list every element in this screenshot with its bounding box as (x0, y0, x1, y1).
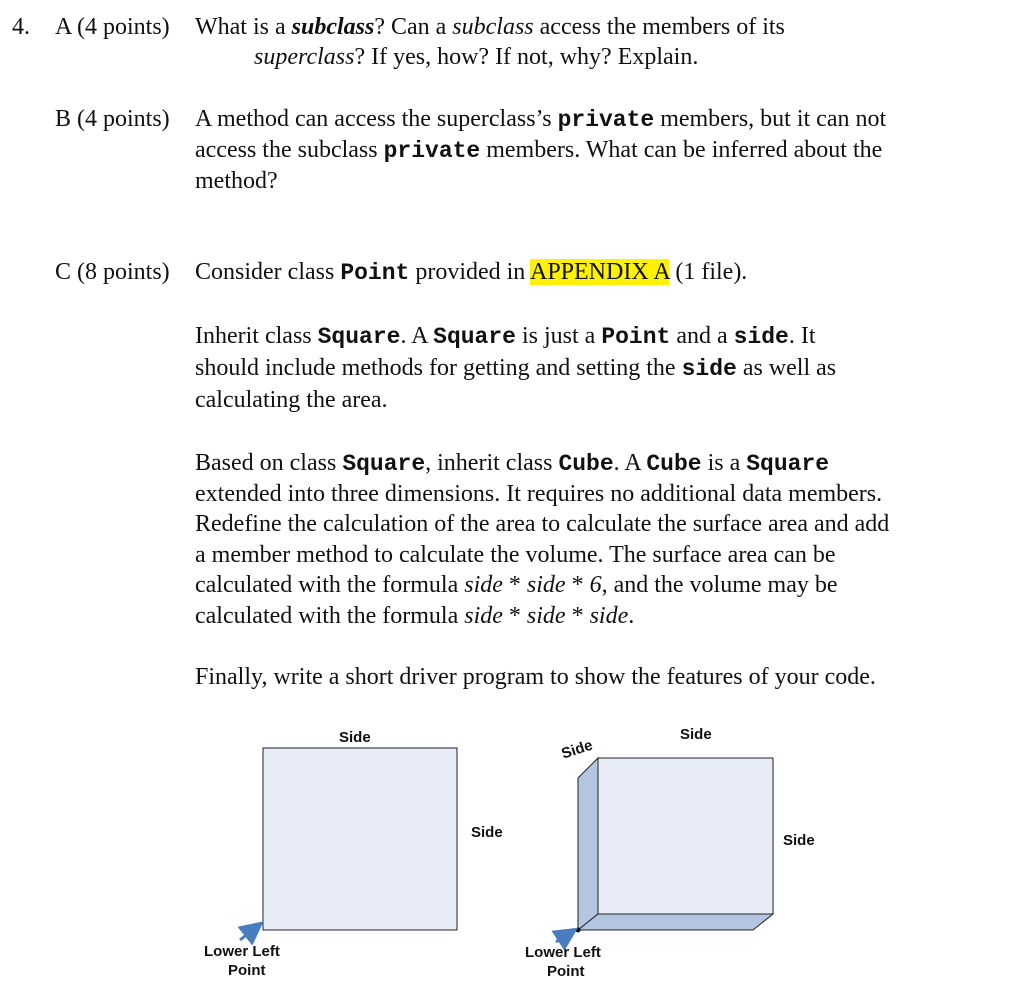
appendix-highlight: APPENDIX A (529, 259, 670, 285)
square-side-top-label: Side (339, 729, 371, 746)
cube-side-face (578, 758, 598, 930)
para-cube-line-2: extended into three dimensions. It requires no additional data members. (195, 481, 883, 507)
part-a-line-1: What is a subclass? Can a subclass access the members of its (195, 14, 785, 40)
para-cube-line-3: Redefine the calculation of the area to calculate the surface area and add (195, 511, 890, 537)
para-square-line-2: should include methods for getting and setting the side as well as (195, 355, 837, 382)
square-lower-left-arrow (240, 925, 259, 940)
cube-lower-left-dot (576, 928, 581, 933)
part-b-line-1: A method can access the superclass’s private members, but it can not (195, 106, 887, 133)
question-number: 4. (12, 14, 30, 40)
cube-lower-left-label: Lower Left (525, 944, 601, 961)
cube-side-diagonal-label: Side (559, 736, 595, 763)
para-cube-line-6: calculated with the formula side * side * side. (195, 603, 635, 629)
cube-lower-left-arrow (556, 931, 573, 942)
cube-point-label: Point (547, 963, 585, 980)
square-side-right-label: Side (471, 824, 503, 841)
square-lower-left-label: Lower Left (204, 943, 280, 960)
cube-front-face (598, 758, 773, 914)
part-c-label: C (8 points) (55, 259, 170, 285)
part-a-line-2: superclass? If yes, how? If not, why? Explain. (254, 44, 699, 70)
para-cube-line-1: Based on class Square, inherit class Cube. A Cube is a Square (195, 450, 830, 477)
square-point-label: Point (228, 962, 266, 979)
para-cube-line-5: calculated with the formula side * side * 6, and the volume may be (195, 572, 838, 598)
part-a-label: A (4 points) (55, 14, 170, 40)
cube-bottom-face (578, 914, 773, 930)
part-b-line-2: access the subclass private members. What can be inferred about the (195, 137, 883, 164)
square-shape (263, 748, 457, 930)
part-b-line-3: method? (195, 168, 278, 194)
para-square-line-1: Inherit class Square. A Square is just a Point and a side. It (195, 323, 816, 350)
cube-side-top-label: Side (680, 726, 712, 743)
para-driver: Finally, write a short driver program to show the features of your code. (195, 664, 876, 690)
para-square-line-3: calculating the area. (195, 387, 388, 413)
para-cube-line-4: a member method to calculate the volume. The surface area can be (195, 542, 836, 568)
part-c-line-1: Consider class Point provided in APPENDIX A (1 file). (195, 259, 748, 286)
cube-side-right-label: Side (783, 832, 815, 849)
part-b-label: B (4 points) (55, 106, 170, 132)
